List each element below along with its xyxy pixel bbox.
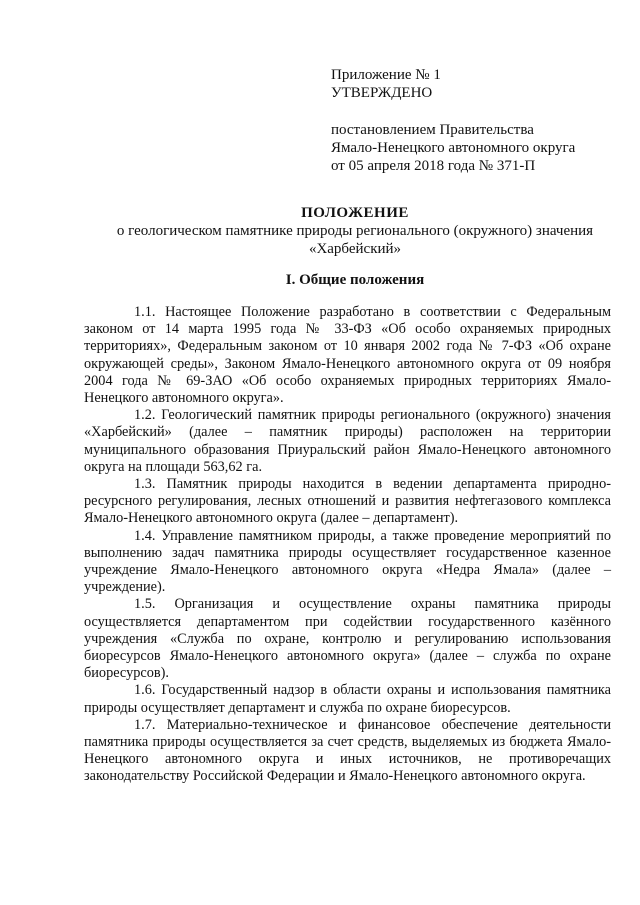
- document-subtitle-line-1: о геологическом памятнике природы регионального (окружного) значения: [116, 223, 594, 239]
- section-heading: I. Общие положения: [285, 272, 425, 288]
- title-block: [80, 204, 630, 258]
- appendix-label: Приложение № 1: [331, 67, 441, 83]
- approval-line-2: Ямало-Ненецкого автономного округа: [331, 140, 576, 156]
- approval-line-3: от 05 апреля 2018 года № 371-П: [331, 158, 536, 174]
- paragraph-1-6: 1.6. Государственный надзор в области охраны и использования памятника природы осуществляет департамент и служба по охране биоресурсов.: [84, 682, 611, 716]
- paragraph-1-1: 1.1. Настоящее Положение разработано в соответствии с Федеральным законом от 14 марта 1995 года № 33-ФЗ «Об особо охраняемых природных территориях», Федеральным законом от 10 января 2002 года № 7-ФЗ «Об охране окружающей среды», Законом Ямало-Ненецкого автономного округа от 09 ноября 2004 года № 69-ЗАО «Об особо охраняемых природных территориях Ямало-Ненецкого автономного округа».: [84, 304, 611, 407]
- paragraph-1-3: 1.3. Памятник природы находится в ведении департамента природно-ресурсного регулирования, лесных отношений и развития нефтегазового комплекса Ямало-Ненецкого автономного округа (далее – департамент).: [84, 476, 611, 527]
- paragraph-1-5: 1.5. Организация и осуществление охраны памятника природы осуществляется департаментом при содействии государственного казённого учреждения «Служба по охране, контролю и регулированию использования биоресурсов Ямало-Ненецкого автономного округа» (далее – служба по охране биоресурсов).: [84, 596, 611, 682]
- document-subtitle-line-2: «Харбейский»: [308, 241, 402, 257]
- paragraph-1-7: 1.7. Материально-техническое и финансовое обеспечение деятельности памятника природы осуществляется за счет средств, выделяемых из бюджета Ямало-Ненецкого автономного округа и иных источников, не противоречащих законодательству Российской Федерации и Ямало-Ненецкого автономного округа.: [84, 716, 611, 785]
- approved-label: УТВЕРЖДЕНО: [331, 85, 433, 101]
- approval-block: [331, 66, 611, 175]
- paragraph-1-2: 1.2. Геологический памятник природы регионального (окружного) значения «Харбейский» (далее – памятник природы) расположен на территории муниципального образования Приуральский район Ямало-Ненецкого автономного округа на площади 563,62 га.: [84, 407, 611, 475]
- document-title: ПОЛОЖЕНИЕ: [301, 205, 409, 221]
- approval-line-1: постановлением Правительства: [331, 122, 534, 138]
- body-text: [84, 304, 611, 786]
- paragraph-1-4: 1.4. Управление памятником природы, а также проведение мероприятий по выполнению задач памятника природы осуществляет государственное казенное учреждение Ямало-Ненецкого автономного округа «Недра Ямала» (далее – учреждение).: [84, 527, 611, 596]
- approval-gap: [331, 102, 611, 121]
